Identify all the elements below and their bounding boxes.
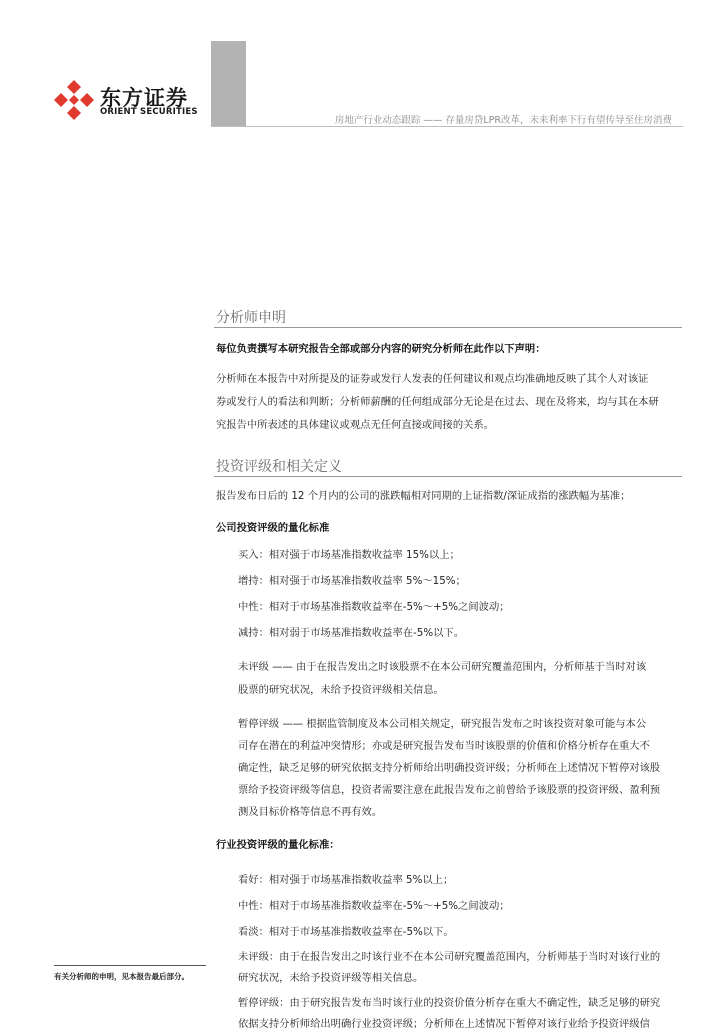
paragraph-line: 分析师在本报告中对所提及的证券或发行人发表的任何建议和观点均准确地反映了其个人对该证: [216, 373, 649, 385]
section-divider: [214, 327, 682, 328]
company-rating-item: 中性：相对于市场基准指数收益率在-5%～+5%之间波动；: [238, 601, 510, 613]
company-logo: [54, 80, 214, 120]
header-accent-bar: [211, 41, 246, 127]
company-rating-item: 买入：相对强于市场基准指数收益率 15%以上；: [238, 549, 460, 561]
suspended-line: 暂停评级 —— 根据监管制度及本公司相关规定，研究报告发布之时该投资对象可能与本公: [238, 718, 647, 730]
rating-definitions-title: 投资评级和相关定义: [216, 459, 342, 475]
rating-intro: 报告发布日后的 12 个月内的公司的涨跌幅相对同期的上证指数/深证成指的涨跌幅为基准；: [216, 490, 631, 502]
footnote-divider: [54, 965, 206, 966]
industry-suspended-line: 暂停评级：由于研究报告发布当时该行业的投资价值分析存在重大不确定性，缺乏足够的研究: [238, 997, 661, 1009]
industry-rating-item: 中性：相对于市场基准指数收益率在-5%～+5%之间波动；: [238, 900, 510, 912]
unrated-line: 未评级 —— 由于在报告发出之时该股票不在本公司研究覆盖范围内，分析师基于当时对该: [238, 661, 647, 673]
company-rating-item: 减持：相对弱于市场基准指数收益率在-5%以下。: [238, 627, 464, 639]
industry-rating-heading: 行业投资评级的量化标准：: [216, 839, 340, 851]
report-title: 房地产行业动态跟踪 —— 存量房贷LPR改革，未来利率下行有望传导至住房消费: [334, 115, 672, 126]
footnote: 有关分析师的申明，见本报告最后部分。: [54, 972, 189, 981]
paragraph-line: 究报告中所表述的具体建议或观点无任何直接或间接的关系。: [216, 419, 495, 431]
suspended-line: 司存在潜在的利益冲突情形；亦或是研究报告发布当时该股票的价值和价格分析存在重大不: [238, 740, 650, 752]
suspended-line: 票给予投资评级等信息，投资者需要注意在此报告发布之前曾给予该股票的投资评级、盈利预: [238, 784, 661, 796]
company-rating-item: 增持：相对强于市场基准指数收益率 5%～15%；: [238, 575, 466, 587]
industry-suspended-line: 依据支持分析师给出明确行业投资评级；分析师在上述情况下暂停对该行业给予投资评级信: [238, 1018, 650, 1030]
header-divider: [211, 126, 683, 127]
unrated-line: 股票的研究状况，未给予投资评级相关信息。: [238, 684, 444, 696]
analyst-statement-title: 分析师申明: [216, 310, 286, 326]
paragraph-line: 券或发行人的看法和判断；分析师薪酬的任何组成部分无论是在过去、现在及将来，均与其在本研: [216, 396, 659, 408]
orient-securities-logo-icon: [54, 80, 94, 120]
industry-unrated-line: 未评级：由于在报告发出之时该行业不在本公司研究覆盖范围内，分析师基于当时对该行业的: [238, 951, 661, 963]
industry-rating-item: 看淡：相对于市场基准指数收益率在-5%以下。: [238, 926, 454, 938]
brand-name-cn: 东方证券: [100, 86, 188, 110]
section-divider: [214, 476, 682, 477]
company-rating-heading: 公司投资评级的量化标准: [216, 522, 330, 534]
suspended-line: 测及目标价格等信息不再有效。: [238, 806, 383, 818]
analyst-statement-lead: 每位负责撰写本研究报告全部或部分内容的研究分析师在此作以下声明：: [216, 343, 546, 355]
industry-rating-item: 看好：相对强于市场基准指数收益率 5%以上；: [238, 874, 454, 886]
industry-unrated-line: 研究状况，未给予投资评级等相关信息。: [238, 972, 424, 984]
suspended-line: 确定性，缺乏足够的研究依据支持分析师给出明确投资评级；分析师在上述情况下暂停对该股: [238, 762, 661, 774]
brand-name-en: ORIENT SECURITIES: [100, 107, 198, 117]
